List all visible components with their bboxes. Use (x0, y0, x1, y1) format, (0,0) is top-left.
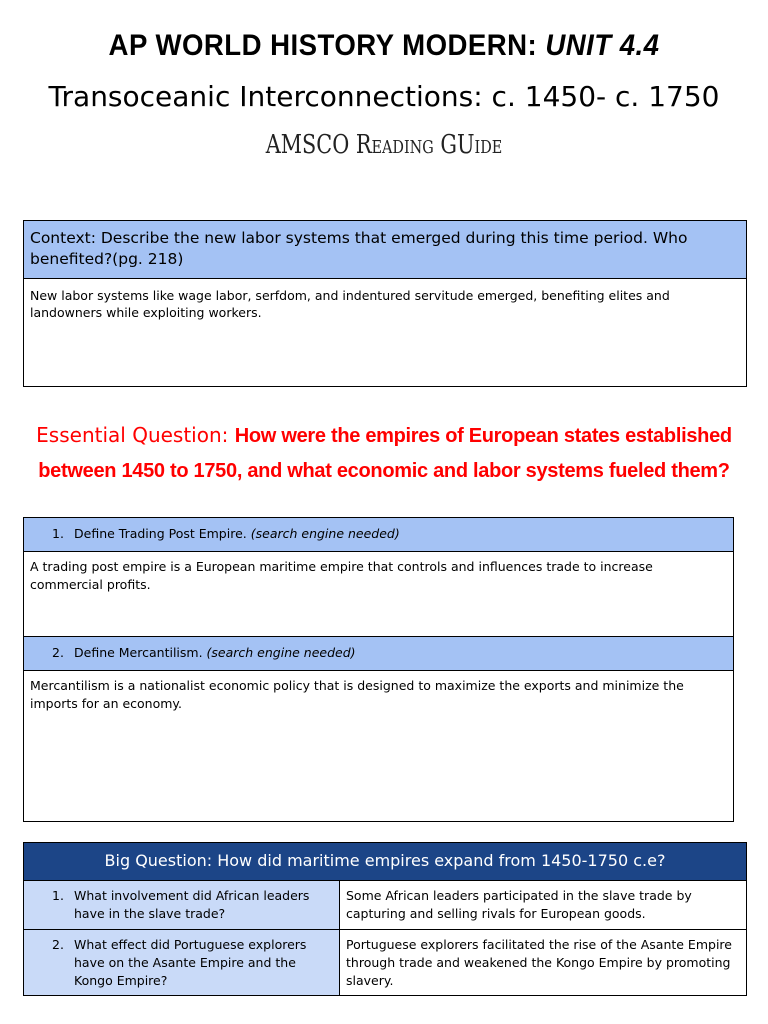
definition-number: 1. (52, 526, 64, 541)
context-table (23, 220, 747, 387)
essential-question-label: Essential Question: (36, 423, 235, 447)
row-number: 1. (52, 888, 64, 903)
definition-term: Define Trading Post Empire. (74, 526, 251, 541)
page-title (31, 26, 738, 66)
definitions-table (23, 517, 734, 822)
context-prompt: Context: Describe the new labor systems that emerged during this time period. Who benefited?(pg. 218) (24, 221, 746, 279)
big-question-answer-cell[interactable]: Some African leaders participated in the slave trade by capturing and selling rivals for European goods. (346, 888, 692, 921)
reading-guide-label: AMSCO Reading GUide (265, 130, 503, 160)
definition-prompt-2 (24, 637, 733, 671)
row-question: What involvement did African leaders have in the slave trade? (74, 888, 310, 921)
context-answer-cell[interactable]: New labor systems like wage labor, serfdom, and indentured servitude emerged, benefiting elites and landowners while exploiting workers. (30, 288, 670, 320)
definition-note: (search engine needed) (206, 645, 356, 660)
title-main: AP WORLD HISTORY MODERN: (108, 29, 546, 62)
table-row (24, 881, 746, 930)
essential-question (20, 418, 748, 488)
definition-note: (search engine needed) (250, 526, 400, 541)
definition-number: 2. (52, 645, 64, 660)
table-row (24, 930, 746, 995)
definition-answer-2[interactable]: Mercantilism is a nationalist economic policy that is designed to maximize the exports and minimize the imports for an economy. (30, 678, 684, 711)
title-unit: UNIT 4.4 (545, 29, 660, 62)
row-number: 2. (52, 937, 64, 952)
big-question-heading: Big Question: How did maritime empires expand from 1450-1750 c.e? (24, 843, 746, 881)
essential-question-line2: between 1450 to 1750, and what economic and labor systems fueled them? (38, 460, 730, 482)
definition-answer-1[interactable]: A trading post empire is a European maritime empire that controls and influences trade to increase commercial profits. (24, 552, 733, 637)
essential-question-line1: How were the empires of European states established (234, 425, 732, 447)
big-question-table (23, 842, 747, 996)
page-subtitle: Transoceanic Interconnections: c. 1450- c. 1750 (48, 80, 720, 113)
definition-prompt-1 (24, 518, 733, 552)
big-question-prompt (24, 930, 340, 995)
big-question-answer-cell[interactable]: Portuguese explorers facilitated the rise of the Asante Empire through trade and weakened the Kongo Empire by promoting slavery. (346, 937, 732, 988)
big-question-prompt (24, 881, 340, 929)
definition-term: Define Mercantilism. (74, 645, 207, 660)
row-question: What effect did Portuguese explorers have on the Asante Empire and the Kongo Empire? (74, 937, 307, 988)
